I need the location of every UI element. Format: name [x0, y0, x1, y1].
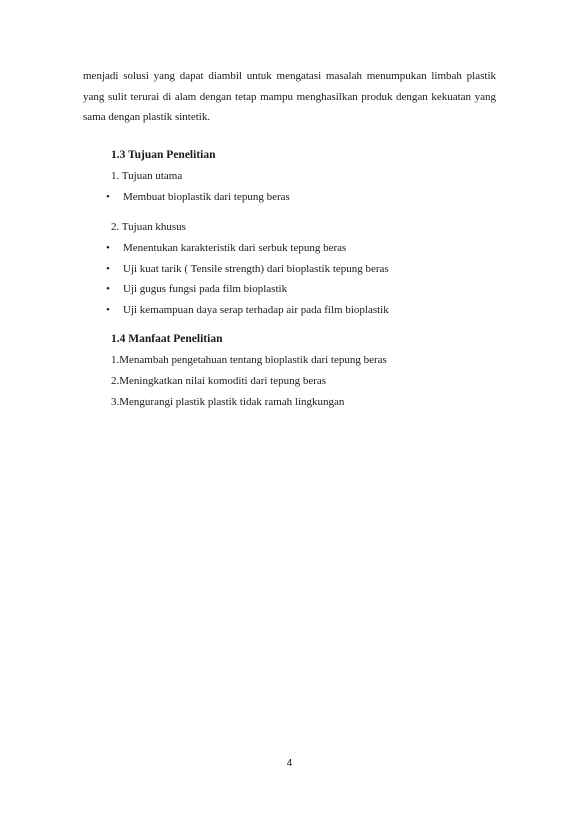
bullet-icon: • [106, 304, 110, 316]
main-goal-label: 1. Tujuan utama [111, 170, 183, 182]
list-item-text: Uji kemampuan daya serap terhadap air pada film bioplastik [123, 304, 389, 316]
bullet-icon: • [106, 242, 110, 254]
list-item-text: Membuat bioplastik dari tepung beras [123, 191, 290, 203]
list-item [106, 242, 346, 254]
list-item [106, 304, 389, 316]
bullet-icon: • [106, 283, 110, 295]
specific-goal-label: 2. Tujuan khusus [111, 221, 186, 233]
intro-paragraph: menjadi solusi yang dapat diambil untuk mengatasi masalah menumpukan limbah plastik yang sulit terurai di alam dengan tetap mampu menghasilkan produk dengan kekuatan yang sama dengan plastik sintetik. [83, 70, 496, 123]
list-item-text: Uji gugus fungsi pada film bioplastik [123, 283, 288, 295]
list-item [106, 263, 389, 275]
list-item-text: Uji kuat tarik ( Tensile strength) dari bioplastik tepung beras [123, 263, 389, 275]
page-number: 4 [286, 758, 293, 769]
benefit-item: 1.Menambah pengetahuan tentang bioplastik dari tepung beras [111, 354, 387, 366]
benefit-item: 3.Mengurangi plastik plastik tidak ramah lingkungan [111, 396, 345, 408]
bullet-icon: • [106, 191, 110, 203]
benefit-item: 2.Meningkatkan nilai komoditi dari tepung beras [111, 375, 327, 387]
list-item [106, 191, 290, 203]
bullet-icon: • [106, 263, 110, 275]
section-heading-tujuan: 1.3 Tujuan Penelitian [111, 149, 216, 161]
list-item-text: Menentukan karakteristik dari serbuk tepung beras [123, 242, 347, 254]
list-item [106, 283, 287, 295]
section-heading-manfaat: 1.4 Manfaat Penelitian [111, 333, 223, 345]
